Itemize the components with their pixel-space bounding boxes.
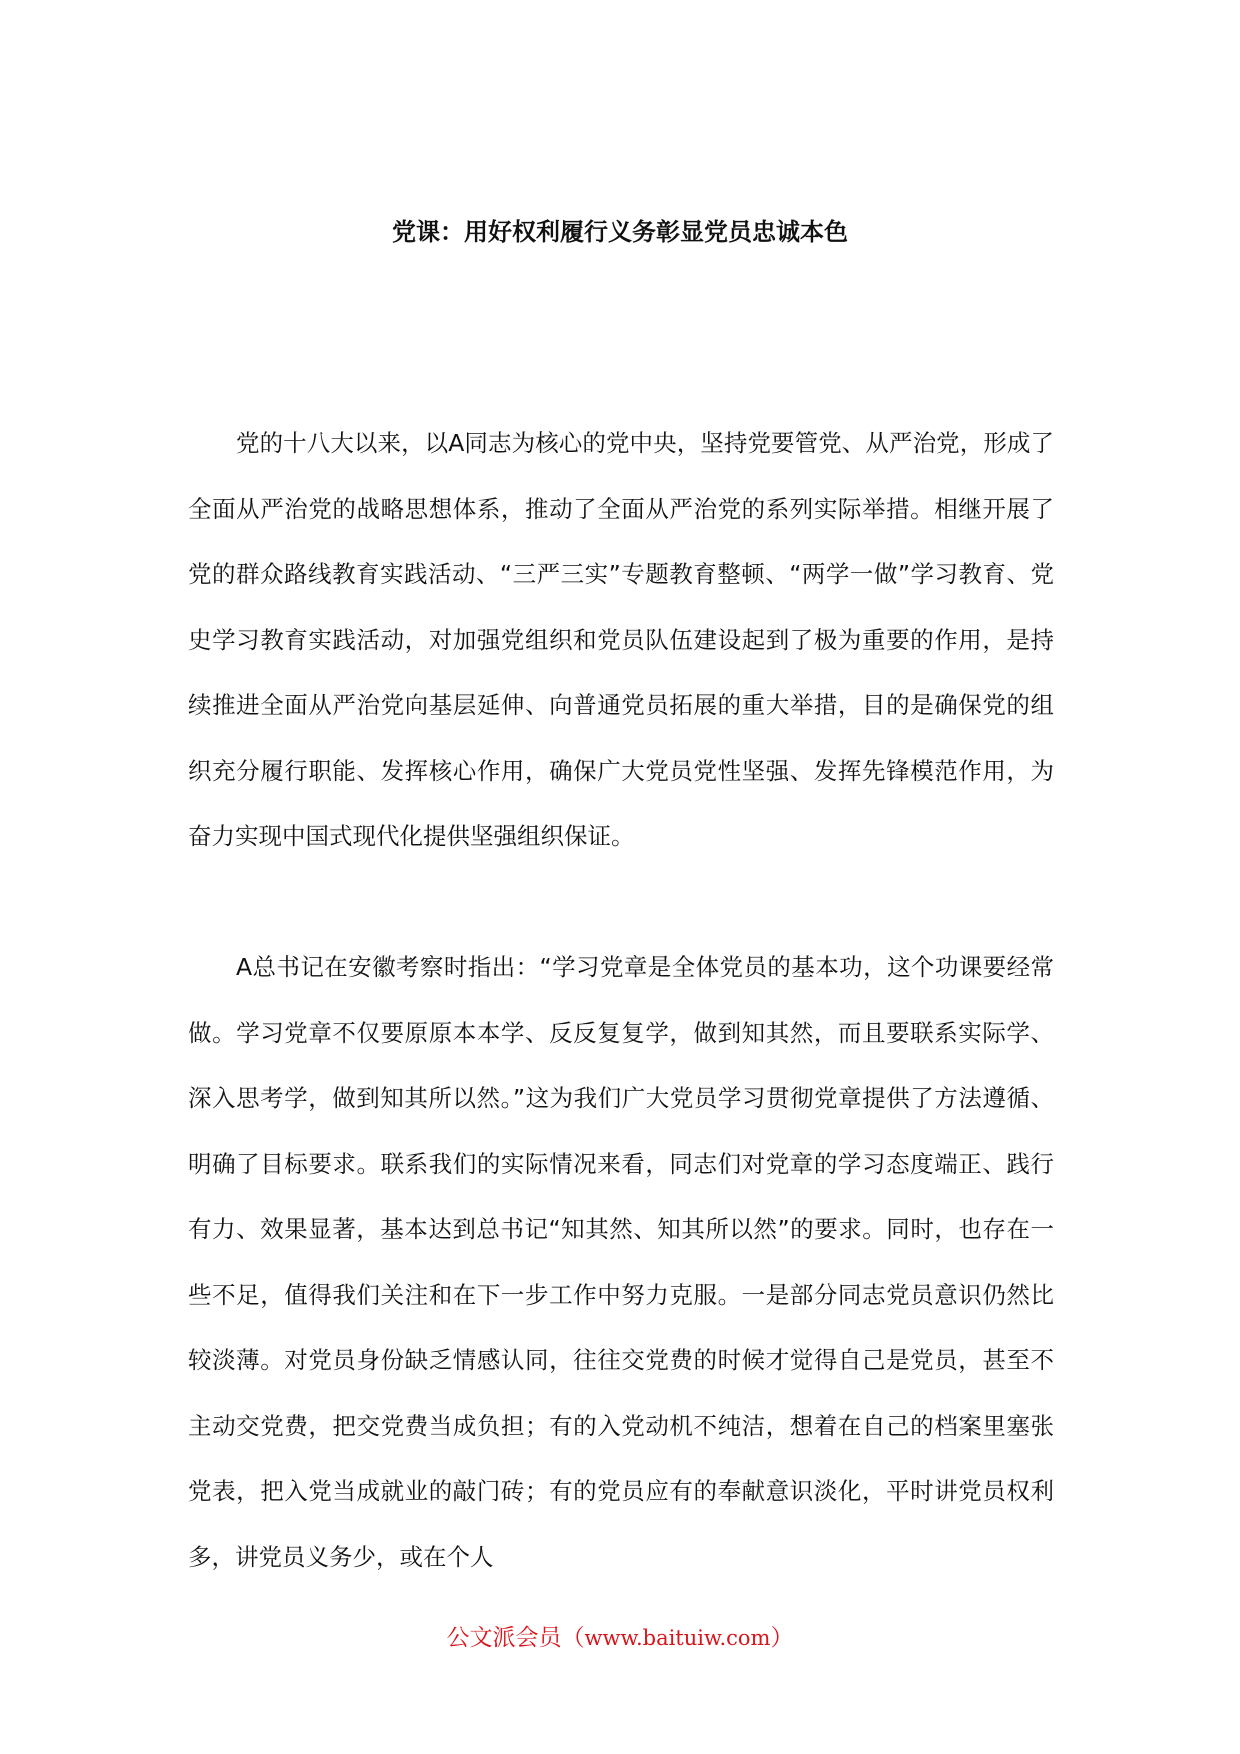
document-title: 党课：用好权利履行义务彰显党员忠诚本色: [392, 218, 848, 246]
body-paragraph-1: 党的十八大以来，以A同志为核心的党中央，坚持党要管党、从严治党，形成了全面从严治党的战略思想体系，推动了全面从严治党的系列实际举措。相继开展了党的群众路线教育实践活动、“三严三实”专题教育整顿、“两学一做”学习教育、党史学习教育实践活动，对加强党组织和党员队伍建设起到了极为重要的作用，是持续推进全面从严治党向基层延伸、向普通党员拓展的重大举措，目的是确保党的组织充分履行职能、发挥核心作用，确保广大党员党性坚强、发挥先锋模范作用，为奋力实现中国式现代化提供坚强组织保证。: [188, 429, 1054, 850]
footer-label: 公文派会员（: [446, 1625, 585, 1651]
footer-close: ）: [770, 1625, 794, 1651]
body-paragraph-2: A总书记在安徽考察时指出：“学习党章是全体党员的基本功，这个功课要经常做。学习党章不仅要原原本本学、反反复复学，做到知其然，而且要联系实际学、深入思考学，做到知其所以然。”这为我们广大党员学习贯彻党章提供了方法遵循、明确了目标要求。联系我们的实际情况来看，同志们对党章的学习态度端正、践行有力、效果显著，基本达到总书记“知其然、知其所以然”的要求。同时，也存在一些不足，值得我们关注和在下一步工作中努力克服。一是部分同志党员意识仍然比较淡薄。对党员身份缺乏情感认同，往往交党费的时候才觉得自己是党员，甚至不主动交党费，把交党费当成负担；有的入党动机不纯洁，想着在自己的档案里塞张党表，把入党当成就业的敲门砖；有的党员应有的奉献意识淡化，平时讲党员权利多，讲党员义务少，或在个人: [188, 953, 1054, 1571]
footer-watermark: [0, 1620, 1240, 1656]
footer-url: www.baituiw.com: [584, 1626, 771, 1650]
